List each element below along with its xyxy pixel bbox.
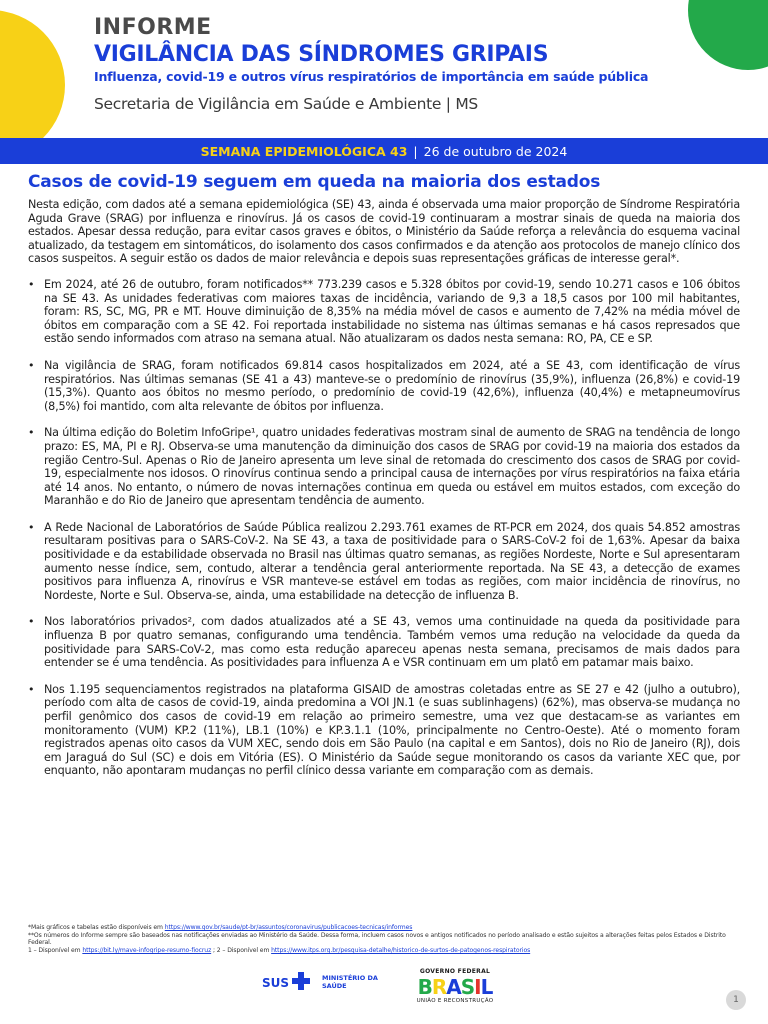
- footnote-3: [28, 947, 740, 955]
- epi-week-band: [0, 138, 768, 164]
- article-title: Casos de covid-19 seguem em queda na maioria dos estados: [28, 172, 601, 192]
- gov-top-label: GOVERNO FEDERAL: [419, 968, 491, 975]
- page-number: 1: [726, 990, 746, 1010]
- governo-federal-logo: [404, 968, 506, 1012]
- footnote-3-mid: ; 2 – Disponível em: [211, 946, 272, 954]
- report-subtitle: Influenza, covid-19 e outros vírus respiratórios de importância em saúde pública: [94, 69, 649, 84]
- epi-week-label: SEMANA EPIDEMIOLÓGICA 43: [200, 143, 408, 159]
- report-label: INFORME: [94, 15, 212, 40]
- gov-bottom-label: UNIÃO E RECONSTRUÇÃO: [416, 998, 494, 1004]
- bullet-item: • Na vigilância de SRAG, foram notificados 69.814 casos hospitalizados em 2024, até a SE 43, com identificação de vírus respiratórios. Nas últimas semanas (SE 41 a 43) manteve-se o predomínio de rinovírus (35,9%), influenza (26,8%) e covid-19 (15,3%). Quanto aos óbitos no mesmo período, o predomínio de covid-19 (42,6%), influenza (40,4%) e metapneumovírus (8,5%) foi mantido, com alta relevante de óbitos por influenza.: [28, 359, 740, 413]
- band-separator: |: [413, 143, 418, 159]
- bullet-item: • Em 2024, até 26 de outubro, foram notificados** 773.239 casos e 5.328 óbitos por covid-19, sendo 10.271 casos e 106 óbitos na SE 43. As unidades federativas com maiores taxas de incidência, variando de 9,3 a 18,5 casos por 100 mil habitantes, foram: RS, SC, MG, PR e MT. Houve diminuição de 8,35% na média móvel de casos e aumento de 7,42% na média móvel de óbitos em comparação com a SE 42. Foi reportada instabilidade no sistema nas últimas semanas e há casos represados que estão sendo informados com atraso na semana atual. Não atualizaram os dados nesta semana: RO, PA, CE e SP.: [28, 278, 740, 346]
- footnote-3-link-2[interactable]: https://www.itps.org.br/pesquisa-detalhe/historico-de-surtos-de-patogenos-respiratorios: [271, 946, 531, 954]
- report-header: [94, 14, 734, 114]
- footnote-3-prefix: 1 – Disponível em: [28, 946, 83, 954]
- gov-letter: B: [417, 975, 432, 999]
- footnotes: [28, 924, 740, 954]
- gov-letter: L: [480, 975, 493, 999]
- gov-brasil-word: [404, 976, 506, 998]
- ministerio-line-2: SAÚDE: [322, 982, 347, 990]
- sus-logo: SUS: [262, 976, 290, 990]
- footnote-1-link[interactable]: https://www.gov.br/saude/pt-br/assuntos/coronavirus/publicacoes-tecnicas/informes: [164, 924, 413, 931]
- bullet-item: • Na última edição do Boletim InfoGripe¹, quatro unidades federativas mostram sinal de aumento de SRAG na tendência de longo prazo: ES, MA, PI e RJ. Observa-se uma manutenção da diminuição dos casos de SRAG por covid-19 na maioria dos estados da região Centro-Sul. Apenas o Rio de Janeiro apresenta um leve sinal de retomada do crescimento dos casos de SRAG por covid-19, especialmente nos idosos. O rinovírus continua sendo a principal causa de internações por vírus respiratórios na faixa etária até 14 anos. No entanto, o número de novas internações continua em queda ou estável em muitos estados, com exceção do Maranhão e do Rio de Janeiro que apresentam tendência de aumento.: [28, 426, 740, 508]
- article-intro: Nesta edição, com dados até a semana epidemiológica (SE) 43, ainda é observada uma maior proporção de Síndrome Respiratória Aguda Grave (SRAG) por influenza e rinovírus. Já os casos de covid-19 continuaram a mostrar sinais de queda na maioria dos estados. Apesar dessa redução, para evitar casos graves e óbitos, o Ministério da Saúde reforça a relevância do esquema vacinal atualizado, da testagem em sintomáticos, do isolamento dos casos confirmados e da atenção aos protocolos de manejo clínico dos casos suspeitos. A seguir estão os dados de maior relevância e depois suas representações gráficas de interesse geral*.: [28, 198, 740, 266]
- footnote-3-link-1[interactable]: https://bit.ly/mave-infogripe-resumo-fiocruz: [82, 946, 212, 954]
- ministerio-saude-logo: [322, 974, 378, 990]
- footnote-2: **Os números do Informe sempre são baseados nas notificações enviadas ao Ministério da Saúde. Dessa forma, incluem casos novos e antigos notificados no período analisado e estão sujeitos a alterações feitas pelos Estados e Distrito Federal.: [28, 931, 726, 947]
- gov-letter: R: [431, 975, 447, 999]
- report-date: 26 de outubro de 2024: [423, 143, 568, 159]
- article-body: [28, 198, 740, 791]
- gov-letter: I: [474, 975, 481, 999]
- bullet-item: • Nos laboratórios privados², com dados atualizados até a SE 43, vemos uma continuidade na queda da positividade para influenza B por quatro semanas, configurando uma tendência. Também vemos uma redução na velocidade da queda da positividade para SARS-CoV-2, mas como esta redução apareceu apenas nesta semana, precisamos de mais dados para entender se é uma tendência. As positividades para influenza A e VSR continuam em um platô em patamar mais baixo.: [28, 615, 740, 669]
- ministerio-line-1: MINISTÉRIO DA: [322, 974, 378, 982]
- bullet-item: • A Rede Nacional de Laboratórios de Saúde Pública realizou 2.293.761 exames de RT-PCR em 2024, dos quais 54.852 amostras resultaram positivas para o SARS-CoV-2. Na SE 43, a taxa de positividade para o SARS-CoV-2 foi de 1,63%. Apesar da baixa positividade e da estabilidade observada no Brasil nas últimas quatro semanas, as regiões Nordeste, Norte e Sul apresentaram aumento nesse índice, sem, contudo, alterar a tendência geral anteriormente reportada. Na SE 43, a detecção de exames positivos para influenza A, rinovírus e VSR manteve-se estável em todas as regiões, com maior incidência de rinovírus, no Nordeste, Norte e Sul. Observa-se, ainda, uma estabilidade na detecção de influenza B.: [28, 521, 740, 603]
- footer-logos: [0, 970, 768, 1010]
- footnote-1: [28, 924, 740, 932]
- sus-cross-icon: [292, 972, 310, 990]
- secretaria-label: Secretaria de Vigilância em Saúde e Ambiente | MS: [94, 95, 478, 113]
- gov-letter: S: [460, 975, 475, 999]
- gov-letter: A: [446, 975, 461, 999]
- report-title: VIGILÂNCIA DAS SÍNDROMES GRIPAIS: [94, 42, 549, 67]
- bullet-item: • Nos 1.195 sequenciamentos registrados na plataforma GISAID de amostras coletadas entre as SE 27 e 42 (julho a outubro), período com alta de casos de covid-19, ainda predomina a VOI JN.1 (e suas sublinhagens) (62%), mas observa-se mudança no perfil genômico dos casos de covid-19 em relação ao primeiro semestre, uma vez que destacam-se as variantes em monitoramento (VUM) KP.2 (11%), LB.1 (10%) e KP.3.1.1 (10%, principalmente no Centro-Oeste). Até o momento foram registrados apenas oito casos da VUM XEC, sendo dois em São Paulo (na capital e em Santos), dois no Rio de Janeiro (RJ), dois em Jaraguá do Sul (SC) e dois em Vitória (ES). O Ministério da Saúde segue monitorando os casos da variante XEC que, por enquanto, não apontaram mudanças no perfil clínico dessa variante em comparação com as demais.: [28, 683, 740, 778]
- footnote-1-text: *Mais gráficos e tabelas estão disponíveis em: [28, 924, 165, 931]
